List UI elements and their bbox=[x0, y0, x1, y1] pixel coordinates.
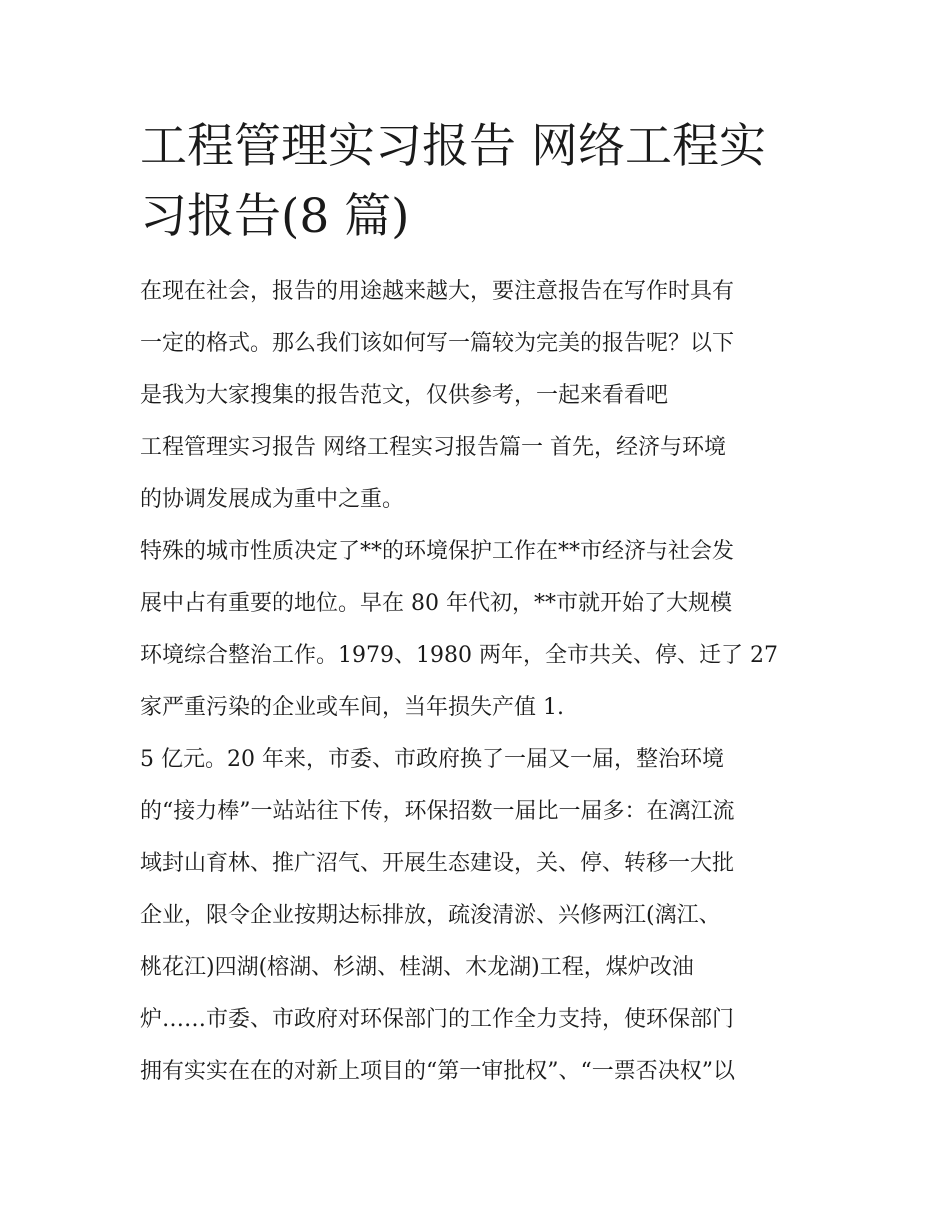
document-page bbox=[140, 112, 820, 1098]
body-line: 企业，限令企业按期达标排放，疏浚清淤、兴修两江(漓江、 bbox=[140, 903, 721, 928]
body-line: 桃花江)四湖(榕湖、杉湖、桂湖、木龙湖)工程，煤炉改油 bbox=[140, 955, 694, 980]
body-line: 炉……市委、市政府对环保部门的工作全力支持，使环保部门 bbox=[140, 1007, 735, 1032]
title-line: 工程管理实习报告 网络工程实 bbox=[140, 119, 766, 174]
body-line: 拥有实实在在的对新上项目的“第一审批权”、“一票否决权”以 bbox=[140, 1059, 735, 1084]
body-line: 域封山育林、推广沼气、开展生态建设，关、停、转移一大批 bbox=[140, 851, 735, 876]
body-line: 展中占有重要的地位。早在 80 年代初，**市就开始了大规模 bbox=[140, 591, 732, 616]
body-line: 一定的格式。那么我们该如何写一篇较为完美的报告呢？以下 bbox=[140, 331, 735, 356]
body-line: 工程管理实习报告 网络工程实习报告篇一 首先，经济与环境 bbox=[140, 435, 726, 460]
document-title bbox=[140, 112, 820, 252]
body-line: 家严重污染的企业或车间，当年损失产值 1. bbox=[140, 695, 564, 720]
body-line: 在现在社会，报告的用途越来越大，要注意报告在写作时具有 bbox=[140, 279, 735, 304]
body-line: 是我为大家搜集的报告范文，仅供参考，一起来看看吧 bbox=[140, 383, 669, 408]
body-line: 特殊的城市性质决定了**的环境保护工作在**市经济与社会发 bbox=[140, 539, 735, 564]
document-body bbox=[140, 266, 820, 1098]
body-line: 的协调发展成为重中之重。 bbox=[140, 487, 405, 512]
body-line: 的“接力棒”一站站往下传，环保招数一届比一届多：在漓江流 bbox=[140, 799, 735, 824]
body-line: 5 亿元。20 年来，市委、市政府换了一届又一届，整治环境 bbox=[140, 747, 724, 772]
body-line: 环境综合整治工作。1979、1980 两年，全市共关、停、迁了 27 bbox=[140, 643, 778, 668]
title-line: 习报告(8 篇) bbox=[140, 189, 410, 244]
